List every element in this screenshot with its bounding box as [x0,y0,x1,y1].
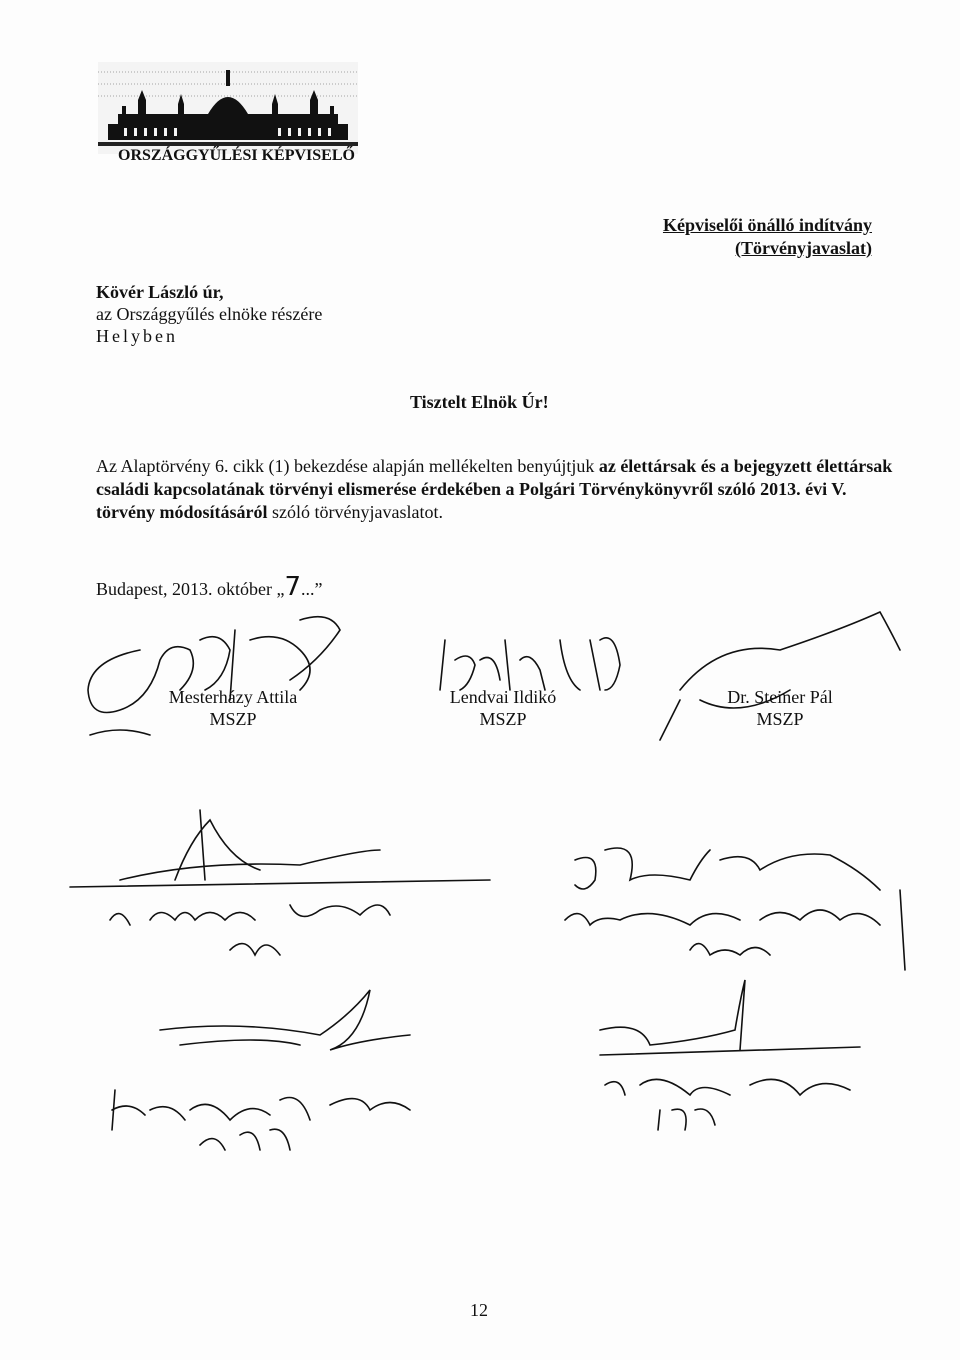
dateline-day: 7 [284,572,302,602]
signatory-name: Mesterházy Attila [168,687,298,707]
salutation: Tisztelt Elnök Úr! [410,392,549,412]
signatory-lendvai [428,686,578,730]
signatory-mesterhazy [148,686,318,730]
body-outro: szóló törvényjavaslatot. [267,502,443,522]
signatory-name: Lendvai Ildikó [449,687,557,707]
signatory-party: MSZP [479,709,527,729]
body-bold: az élettársak és a bejegyzett élettársak családi kapcsolatának törvényi elismerése érdekében a Polgári Törvénykönyvről szóló 2013. évi V. törvény módosításáról [96,456,893,522]
page-number: 12 [470,1300,488,1320]
motion-line-2: (Törvényjavaslat) [735,238,872,258]
signatory-steiner [700,686,860,730]
body-intro: Az Alaptörvény 6. cikk (1) bekezdése alapján mellékelten benyújtjuk [96,456,599,476]
motion-line-1: Képviselői önálló indítvány [662,215,872,235]
dateline-close: ...” [301,579,323,599]
dateline-text: Budapest, 2013. október „ [96,579,285,599]
addressee-name: Kövér László úr, [96,282,224,302]
signatory-party: MSZP [209,709,257,729]
signatory-name: Dr. Steiner Pál [727,687,833,707]
addressee-place: Helyben [96,326,178,346]
addressee-title: az Országgyűlés elnöke részére [96,304,323,324]
institution-title: ORSZÁGGYŰLÉSI KÉPVISELŐ [118,147,355,164]
signatory-party: MSZP [756,709,804,729]
